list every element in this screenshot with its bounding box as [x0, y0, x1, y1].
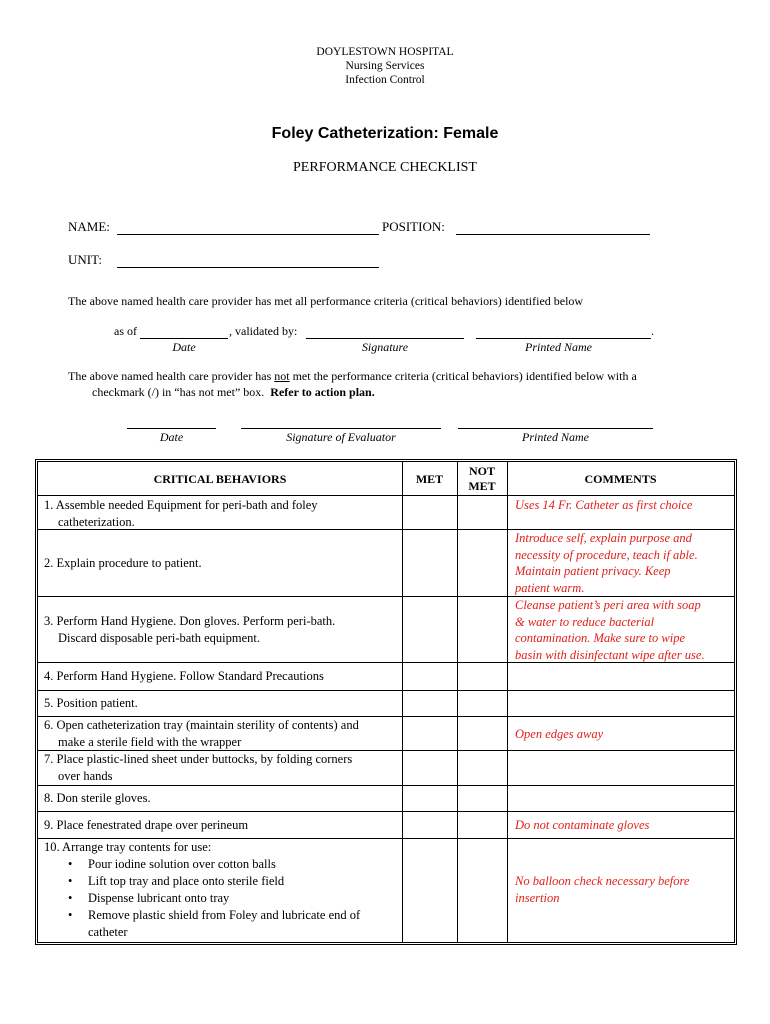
behavior-row-1: 1. Assemble needed Equipment for peri-bath and foley catheterization.	[44, 498, 318, 529]
col-divider	[507, 462, 508, 942]
department-name: Nursing Services	[345, 60, 425, 72]
met-printed-name-field[interactable]	[476, 338, 651, 339]
header-not-met: NOT MET	[468, 464, 496, 493]
behavior-row-5: 5. Position patient.	[44, 696, 138, 710]
met-signature-caption: Signature	[361, 340, 409, 354]
document-title: Foley Catheterization: Female	[271, 125, 499, 142]
row-divider	[38, 785, 734, 786]
comment-row-10: No balloon check necessary before insertion	[515, 874, 690, 905]
behavior-row-6: 6. Open catheterization tray (maintain sterility of contents) and make a sterile field with the wrapper	[44, 718, 359, 749]
behavior-row-3: 3. Perform Hand Hygiene. Don gloves. Perform peri-bath. Discard disposable peri-bath equipment.	[44, 614, 336, 645]
refer-action-plan: Refer to action plan.	[270, 385, 375, 399]
eval-signature-caption: Signature of Evaluator	[286, 430, 396, 444]
not-met-statement: The above named health care provider has not met the performance criteria (critical behaviors) identified below with a	[68, 369, 637, 383]
bullet-item: • Pour iodine solution over cotton balls	[88, 856, 400, 873]
behavior-row-4: 4. Perform Hand Hygiene. Follow Standard Precautions	[44, 669, 324, 683]
name-label: NAME:	[68, 219, 110, 234]
col-divider	[457, 462, 458, 942]
validated-by-label: , validated by:	[229, 324, 298, 338]
unit-name: Infection Control	[345, 74, 425, 86]
eval-printed-name-field[interactable]	[458, 428, 653, 429]
met-printed-name-caption: Printed Name	[525, 340, 592, 354]
unit-label: UNIT:	[68, 252, 103, 267]
not-met-statement-line2: checkmark (/) in “has not met” box. Refer to action plan.	[92, 385, 375, 399]
row-divider	[38, 811, 734, 812]
position-field[interactable]	[456, 234, 650, 235]
comment-row-3: Cleanse patient’s peri area with soap & water to reduce bacterial contamination. Make sure to wipe basin with disinfectant wipe after use.	[515, 598, 705, 662]
header-met: MET	[415, 472, 444, 486]
eval-signature-field[interactable]	[241, 428, 441, 429]
eval-date-field[interactable]	[127, 428, 216, 429]
position-label: POSITION:	[382, 219, 445, 234]
bullet-item: • Lift top tray and place onto sterile field	[88, 873, 400, 890]
row-divider	[38, 495, 734, 496]
behavior-row-10: 10. Arrange tray contents for use: • Pour iodine solution over cotton balls • Lift top tray and place onto sterile field • Dispense lubricant onto tray • Remove plastic shield from Foley and lubricate end of catheter	[44, 839, 400, 941]
as-of-label: as of	[114, 324, 137, 338]
period: .	[651, 324, 654, 338]
met-statement: The above named health care provider has met all performance criteria (critical behaviors) identified below	[68, 294, 584, 308]
behavior-row-8: 8. Don sterile gloves.	[44, 791, 151, 805]
hospital-name: DOYLESTOWN HOSPITAL	[316, 46, 454, 58]
met-signature-field[interactable]	[306, 338, 464, 339]
col-divider	[402, 462, 403, 942]
met-date-caption: Date	[172, 340, 196, 354]
behavior-row-7: 7. Place plastic-lined sheet under buttocks, by folding corners over hands	[44, 752, 353, 783]
comment-row-6: Open edges away	[515, 727, 604, 741]
name-field[interactable]	[117, 234, 379, 235]
comment-row-9: Do not contaminate gloves	[515, 818, 650, 832]
behavior-row-9: 9. Place fenestrated drape over perineum	[44, 818, 249, 832]
eval-date-caption: Date	[159, 430, 184, 444]
unit-field[interactable]	[117, 267, 379, 268]
bullet-item: • Remove plastic shield from Foley and lubricate end of	[88, 907, 400, 924]
row-divider	[38, 690, 734, 691]
comment-row-2: Introduce self, explain purpose and necessity of procedure, teach if able. Maintain patient privacy. Keep patient warm.	[515, 531, 698, 595]
bullet-item: • Dispense lubricant onto tray	[88, 890, 400, 907]
met-date-field[interactable]	[140, 338, 228, 339]
header-comments: COMMENTS	[584, 472, 657, 486]
eval-printed-name-caption: Printed Name	[522, 430, 589, 444]
behavior-row-2: 2. Explain procedure to patient.	[44, 556, 202, 570]
header-critical-behaviors: CRITICAL BEHAVIORS	[153, 472, 287, 486]
document-subtitle: PERFORMANCE CHECKLIST	[293, 160, 477, 175]
comment-row-1: Uses 14 Fr. Catheter as first choice	[515, 498, 693, 512]
